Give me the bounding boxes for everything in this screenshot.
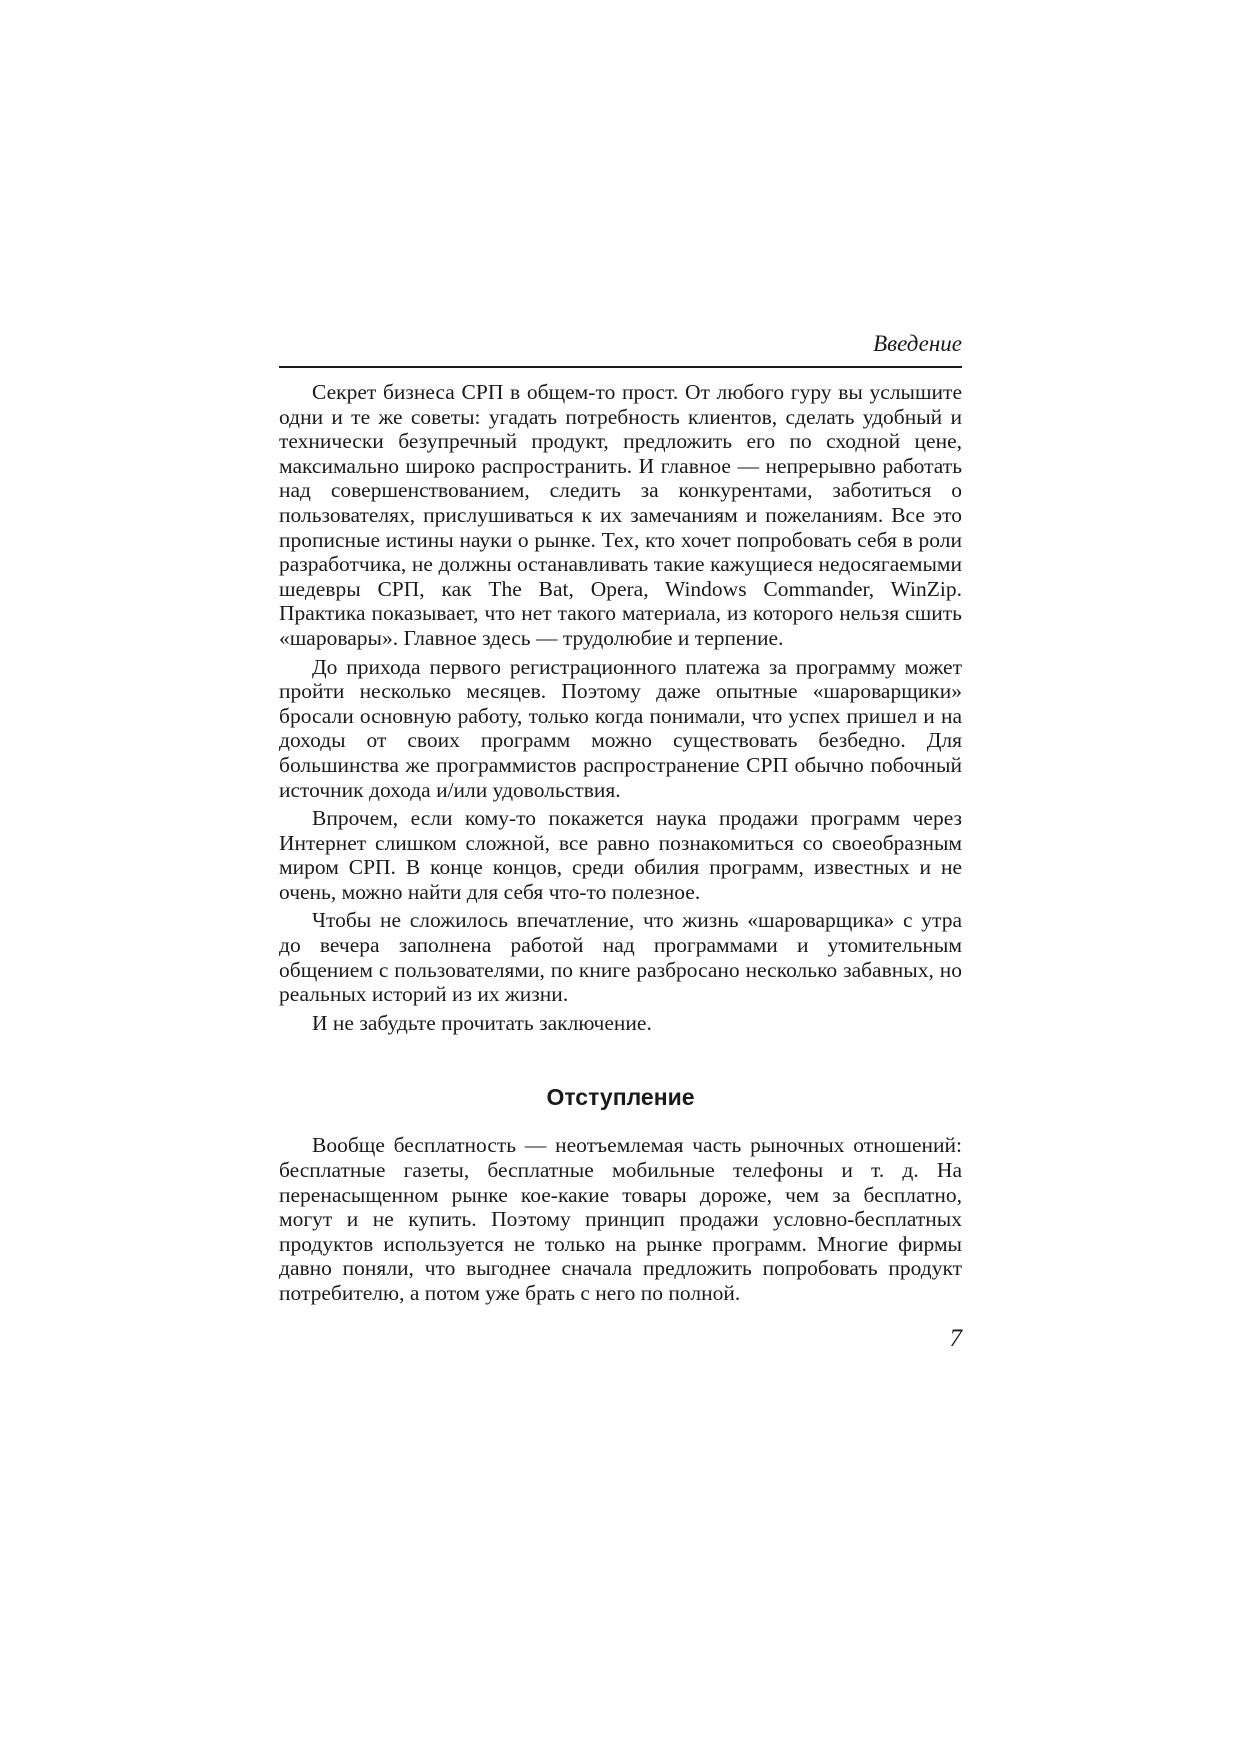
- paragraph: Чтобы не сложилось впечатление, что жизнь «шароварщика» с утра до вечера заполнена работой над программами и утомительным общением с пользователями, по книге разбросано несколько забавных, но реальных историй из их жизни.: [279, 908, 962, 1007]
- book-page: [279, 330, 962, 1354]
- paragraph: Вообще бесплатность — неотъемлемая часть рыночных отношений: бесплатные газеты, бесплатные мобильные телефоны и т. д. На перенасыщенном рынке кое-какие товары дороже, чем за бесплатно, могут и не купить. Поэтому принцип продажи условно-бесплатных продуктов используется не только на рынке программ. Многие фирмы давно поняли, что выгоднее сначала предложить попробовать продукт потребителю, а потом уже брать с него по полной.: [279, 1133, 962, 1305]
- running-header: Введение: [279, 330, 962, 368]
- intro-section: [279, 380, 962, 1035]
- section-heading: Отступление: [546, 1084, 695, 1111]
- paragraph: И не забудьте прочитать заключение.: [312, 1010, 652, 1035]
- digression-section: [279, 1133, 962, 1305]
- page-number: 7: [949, 1324, 962, 1352]
- paragraph: Впрочем, если кому-то покажется наука продажи программ через Интернет слишком сложной, все равно познакомиться со своеобразным миром СРП. В конце концов, среди обилия программ, известных и не очень, можно найти для себя что-то полезное.: [279, 806, 962, 904]
- paragraph: До прихода первого регистрационного платежа за программу может пройти несколько месяцев. Поэтому даже опытные «шароварщики» бросали основную работу, только когда понимали, что успех пришел и на доходы от своих программ можно существовать безбедно. Для большинства же программистов распространение СРП обычно побочный источник дохода и/или удовольствия.: [279, 654, 962, 802]
- paragraph: Секрет бизнеса СРП в общем-то прост. От любого гуру вы услышите одни и те же советы: угадать потребность клиентов, сделать удобный и технически безупречный продукт, предложить его по сходной цене, максимально широко распространить. И главное — непрерывно работать над совершенствованием, следить за конкурентами, заботиться о пользователях, прислушиваться к их замечаниям и пожеланиям. Все это прописные истины науки о рынке. Тех, кто хочет попробовать себя в роли разработчика, не должны останавливать такие кажущиеся недосягаемыми шедевры СРП, как The Bat, Opera, Windows Commander, WinZip. Практика показывает, что нет такого материала, из которого нельзя сшить «шаровары». Главное здесь — трудолюбие и терпение.: [279, 380, 962, 650]
